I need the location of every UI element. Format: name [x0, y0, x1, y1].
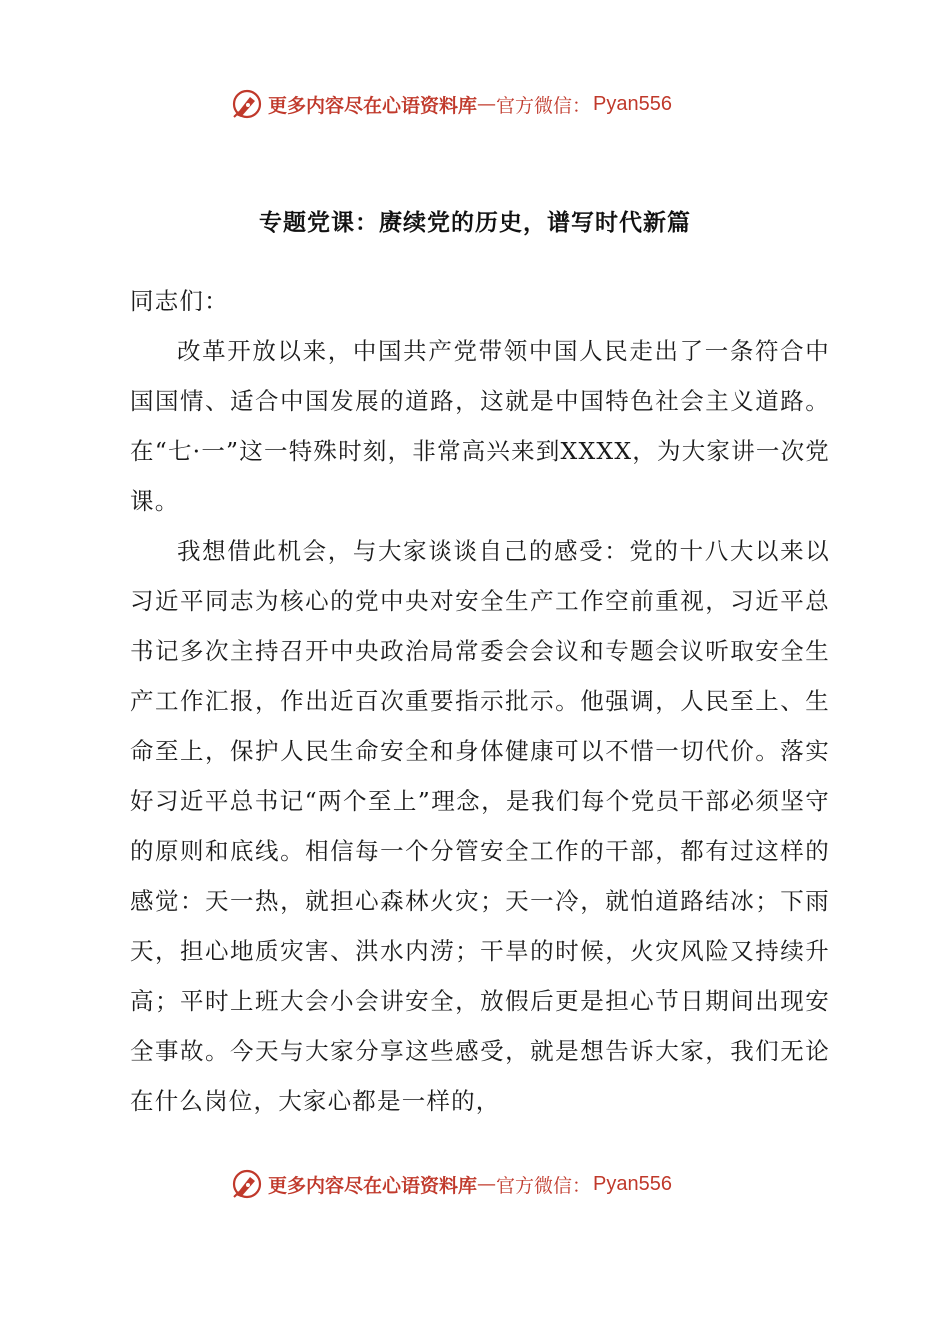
watermark-banner-top	[230, 84, 672, 124]
greeting: 同志们：	[130, 287, 229, 315]
watermark-main-text: 更多内容尽在心语资料库	[268, 1174, 478, 1197]
watermark-dash: —	[477, 93, 497, 115]
watermark-wechat-id: Pyan556	[593, 92, 672, 115]
watermark-dash: —	[477, 1173, 497, 1195]
watermark-main-text: 更多内容尽在心语资料库	[268, 94, 478, 117]
paragraph: 我想借此机会，与大家谈谈自己的感受：党的十八大以来以习近平同志为核心的党中央对安全生产工作空前重视，习近平总书记多次主持召开中央政治局常委会会议和专题会议听取安全生产工作汇报，作出近百次重要指示批示。他强调，人民至上、生命至上，保护人民生命安全和身体健康可以不惜一切代价。落实好习近平总书记“两个至上”理念，是我们每个党员干部必须坚守的原则和底线。相信每一个分管安全工作的干部，都有过这样的感觉：天一热，就担心森林火灾；天一冷，就怕道路结冰；下雨天，担心地质灾害、洪水内涝；干旱的时候，火灾风险又持续升高；平时上班大会小会讲安全，放假后更是担心节日期间出现安全事故。今天与大家分享这些感受，就是想告诉大家，我们无论在什么岗位，大家心都是一样的，	[130, 537, 830, 1115]
watermark-banner-bottom	[230, 1164, 672, 1204]
pen-nib-logo-icon	[230, 87, 264, 121]
watermark-label: 官方微信：	[496, 1174, 592, 1197]
document-title: 专题党课：赓续党的历史，谱写时代新篇	[259, 210, 691, 236]
document-body	[130, 276, 830, 1126]
pen-nib-logo-icon	[230, 1167, 264, 1201]
paragraph: 改革开放以来，中国共产党带领中国人民走出了一条符合中国国情、适合中国发展的道路，这就是中国特色社会主义道路。在“七·一”这一特殊时刻，非常高兴来到XXXX，为大家讲一次党课。	[130, 337, 830, 515]
watermark-label: 官方微信：	[496, 94, 592, 117]
watermark-wechat-id: Pyan556	[593, 1172, 672, 1195]
